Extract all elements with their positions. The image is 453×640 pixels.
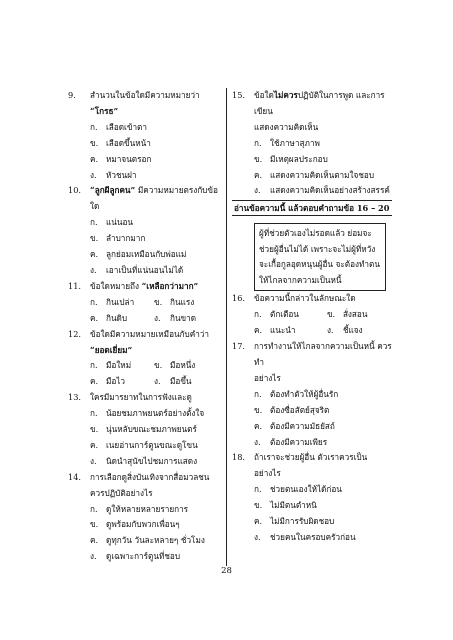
option: ก. ช่วยตนเองให้ได้ก่อน bbox=[254, 484, 342, 495]
question-text: ข้อใดมีความหมายเหมือนกับคำว่า bbox=[90, 328, 210, 339]
question-number: 17. bbox=[232, 341, 246, 352]
option: ข. นุ่นหลับขณะชมภาพยนตร์ bbox=[90, 424, 197, 435]
question-18 bbox=[232, 450, 392, 545]
option: ง. แสดงความคิดเห็นอย่างสร้างสรรค์ bbox=[254, 185, 390, 196]
option: ง. ต้องมีความเพียร bbox=[254, 436, 328, 447]
question-text-cont: แสดงความคิดเห็น bbox=[254, 121, 319, 132]
option: ง. เอาเป็นที่แน่นอนไม่ได้ bbox=[90, 264, 184, 275]
question-number: 10. bbox=[68, 185, 82, 196]
column-divider bbox=[226, 88, 227, 566]
option: ค. แสดงความคิดเห็นตามใจชอบ bbox=[254, 169, 375, 180]
question-text: ข้อความนี้กล่าวในลักษณะใด bbox=[254, 293, 356, 304]
option: ง. ช่วยคนในครอบครัวก่อน bbox=[254, 531, 356, 542]
option: ก. ต้องทำตัวให้ผู้อื่นรัก bbox=[254, 388, 339, 399]
question-text: การทำงานให้ไกลจากความเป็นหนี้ ควรทำ bbox=[254, 341, 392, 367]
option-row: ก. กินเปล่า ข. กินแรง bbox=[90, 296, 195, 307]
option-row: ก. ตักเตือน ข. สั่งสอน bbox=[254, 309, 368, 320]
reading-passage-box: ผู้ที่ช่วยตัวเองไม่รอดแล้ว ย่อมจะช่วยผู้อื่นไม่ได้ เพราะจะไม่ผู้ที่หวังจะเกื้อกูลอุดหนุนผู้อื่น จะต้องทำตนให้ไกลจากความเป็นหนี้ bbox=[254, 223, 386, 291]
question-11 bbox=[68, 279, 218, 327]
question-number: 9. bbox=[68, 90, 76, 100]
option-row: ค. กินดิบ ง. กินขาด bbox=[90, 312, 197, 323]
question-keyword: “ยอดเยี่ยม” bbox=[90, 344, 133, 355]
option-row: ค. มือไว ง. มือขึ้น bbox=[90, 376, 192, 387]
question-10 bbox=[68, 183, 218, 278]
question-12 bbox=[68, 327, 218, 391]
question-number: 12. bbox=[68, 328, 82, 339]
question-text-cont: อย่างไร bbox=[254, 372, 281, 383]
option: ก. เลือดเข้าตา bbox=[90, 121, 147, 132]
option: ง. ดูเฉพาะการ์ตูนที่ชอบ bbox=[90, 551, 181, 562]
question-number: 14. bbox=[68, 471, 82, 482]
option: ค. ลูกย่อมเหมือนกับพ่อแม่ bbox=[90, 249, 187, 260]
question-16 bbox=[232, 291, 392, 339]
option: ง. หัวชนฝา bbox=[90, 169, 137, 180]
option: ข. เลือดขึ้นหน้า bbox=[90, 137, 151, 148]
option: ก. ดูให้หลายหลายรายการ bbox=[90, 503, 189, 514]
question-text: ถ้าเราจะช่วยผู้อื่น ตัวเราควรเป็นอย่างไร bbox=[254, 452, 368, 479]
option: ค. ดูทุกวัน วันละหลายๆ ชั่วโมง bbox=[90, 535, 205, 546]
question-number: 16. bbox=[232, 293, 246, 304]
page-number: 28 bbox=[221, 566, 232, 576]
option: ข. มีเหตุผลประกอบ bbox=[254, 153, 328, 164]
option: ข. ต้องซื่อสัตย์สุจริต bbox=[254, 404, 330, 415]
question-text: สำนวนในข้อใดมีความหมายว่า “โกรธ” bbox=[90, 90, 200, 116]
option-row: ก. มือใหม่ ข. มือหนึ่ง bbox=[90, 360, 196, 371]
option: ข. ไม่มีตนตำหนิ bbox=[254, 500, 317, 511]
option: ก. น้อยชมภาพยนตร์อย่างตั้งใจ bbox=[90, 408, 205, 419]
option: ก. แน่นอน bbox=[90, 217, 133, 228]
question-9 bbox=[68, 88, 218, 183]
question-text: “ลูกผีลูกคน” มีความหมายตรงกับข้อใด bbox=[90, 185, 218, 212]
option: ค. หมาจนตรอก bbox=[90, 153, 152, 164]
option: ค. เนยอ่านการ์ตูนขณะดูโขน bbox=[90, 439, 198, 450]
option: ข. ดูพร้อมกับพวกเพื่อนๆ bbox=[90, 519, 180, 530]
option: ข. ลำบากมาก bbox=[90, 233, 146, 244]
option: ก. ใช้ภาษาสุภาพ bbox=[254, 137, 320, 148]
question-number: 18. bbox=[232, 452, 246, 463]
question-text: ใครมีมารยาทในการฟังและดู bbox=[90, 392, 192, 403]
question-15 bbox=[232, 88, 392, 199]
question-number: 13. bbox=[68, 392, 82, 403]
question-number: 11. bbox=[68, 280, 82, 291]
question-text: การเลือกดูสิ่งบันเทิงจากสื่อมวลชน bbox=[90, 471, 210, 482]
option: ค. ต้องมีความมัธยัสถ์ bbox=[254, 420, 335, 431]
option-row: ค. แนะนำ ง. ชี้แจง bbox=[254, 325, 363, 336]
option: ค. ไม่มีการรับผิดชอบ bbox=[254, 516, 335, 527]
option: ง. นิดนำสุนัขไปชมการแสดง bbox=[90, 455, 198, 466]
right-column bbox=[232, 88, 392, 546]
question-text: ข้อใดไม่ควรปฏิบัติในการพูด และการเขียน bbox=[254, 90, 385, 116]
question-17 bbox=[232, 339, 392, 450]
question-13 bbox=[68, 390, 218, 470]
question-14 bbox=[68, 470, 218, 565]
left-column bbox=[68, 88, 218, 565]
question-number: 15. bbox=[232, 90, 246, 100]
reading-instruction: อ่านข้อความนี้ แล้วตอบคำถามข้อ 16 – 20 bbox=[232, 200, 392, 216]
question-text-cont: ควรปฏิบัติอย่างไร bbox=[90, 487, 153, 498]
question-text: ข้อใดหมายถึง “เหลือกว่ามาก” bbox=[90, 280, 199, 291]
